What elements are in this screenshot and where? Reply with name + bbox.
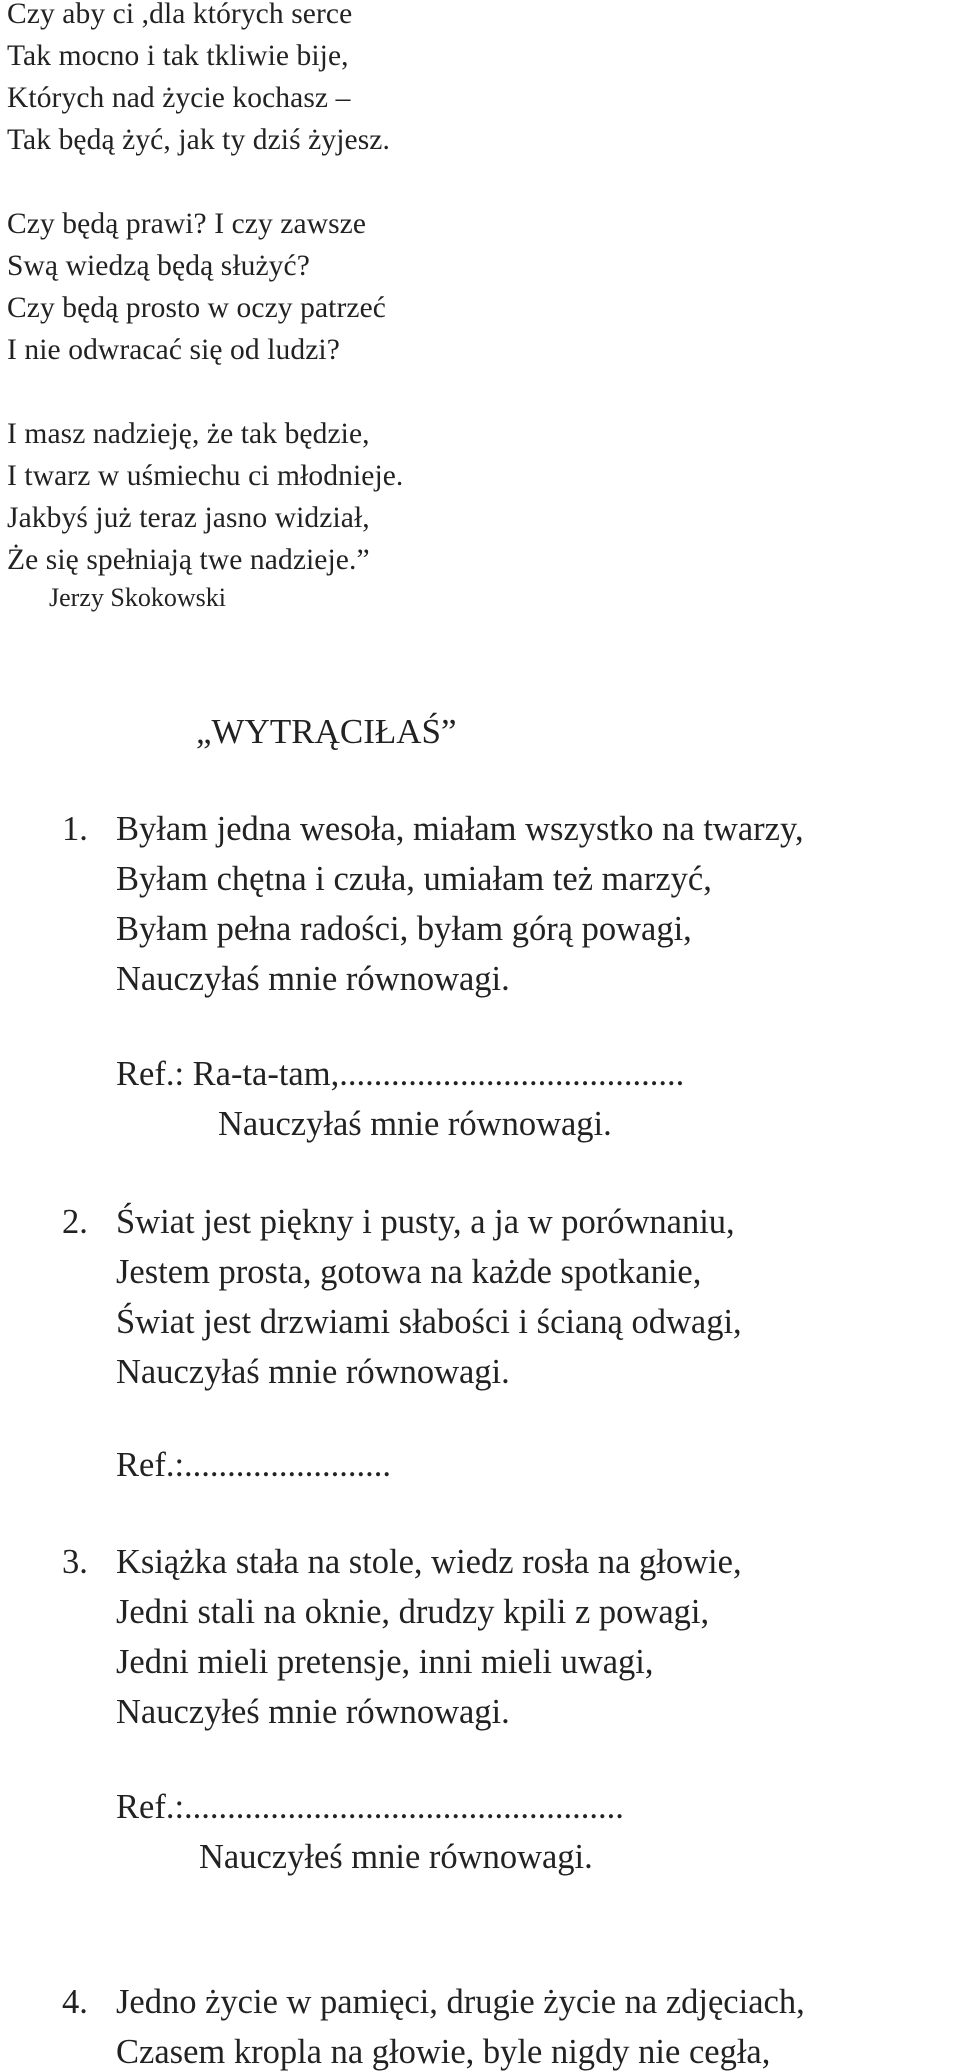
refrain-line: Ref.:................................................... <box>116 1788 624 1826</box>
verse-number: 3. <box>62 1543 88 1581</box>
verse-number: 2. <box>62 1203 88 1241</box>
verse-number: 4. <box>62 1983 88 2021</box>
verse-line: Byłam jedna wesoła, miałam wszystko na twarzy, <box>116 810 804 848</box>
poem-line: Tak będą żyć, jak ty dziś żyjesz. <box>7 124 390 156</box>
poem-line: Jakbyś już teraz jasno widział, <box>7 502 370 534</box>
verse-line: Byłam pełna radości, byłam górą powagi, <box>116 910 692 948</box>
poem-line: I masz nadzieję, że tak będzie, <box>7 418 370 450</box>
refrain-line: Ref.:........................ <box>116 1446 392 1484</box>
poem-line: Których nad życie kochasz – <box>7 82 351 114</box>
poem-line: Czy aby ci ,dla których serce <box>7 0 353 30</box>
poem-line: Że się spełniają twe nadzieje.” <box>7 544 370 576</box>
refrain-line: Nauczyłaś mnie równowagi. <box>218 1105 612 1143</box>
verse-line: Świat jest piękny i pusty, a ja w porównaniu, <box>116 1203 735 1241</box>
verse-line: Jedno życie w pamięci, drugie życie na zdjęciach, <box>116 1983 805 2021</box>
verse-number: 1. <box>62 810 88 848</box>
verse-line: Nauczyłaś mnie równowagi. <box>116 1353 510 1391</box>
poem-line: Swą wiedzą będą służyć? <box>7 250 310 282</box>
verse-line: Jedni stali na oknie, drudzy kpili z powagi, <box>116 1593 710 1631</box>
verse-line: Jestem prosta, gotowa na każde spotkanie, <box>116 1253 702 1291</box>
verse-line: Nauczyłeś mnie równowagi. <box>116 1693 510 1731</box>
verse-line: Świat jest drzwiami słabości i ścianą odwagi, <box>116 1303 742 1341</box>
song-title: „WYTRĄCIŁAŚ” <box>196 712 457 751</box>
refrain-line: Ref.: Ra-ta-tam,........................................ <box>116 1055 685 1093</box>
verse-line: Jedni mieli pretensje, inni mieli uwagi, <box>116 1643 654 1681</box>
poem-line: I twarz w uśmiechu ci młodnieje. <box>7 460 404 492</box>
verse-line: Byłam chętna i czuła, umiałam też marzyć, <box>116 860 712 898</box>
poem-line: Tak mocno i tak tkliwie bije, <box>7 40 349 72</box>
poem-line: Czy będą prawi? I czy zawsze <box>7 208 367 240</box>
poem-line: I nie odwracać się od ludzi? <box>7 334 340 366</box>
poem-line: Czy będą prosto w oczy patrzeć <box>7 292 386 324</box>
verse-line: Książka stała na stole, wiedz rosła na głowie, <box>116 1543 742 1581</box>
poem-author: Jerzy Skokowski <box>49 583 226 612</box>
verse-line: Nauczyłaś mnie równowagi. <box>116 960 510 998</box>
verse-line: Czasem kropla na głowie, byle nigdy nie cegła, <box>116 2033 771 2071</box>
refrain-line: Nauczyłeś mnie równowagi. <box>199 1838 593 1876</box>
